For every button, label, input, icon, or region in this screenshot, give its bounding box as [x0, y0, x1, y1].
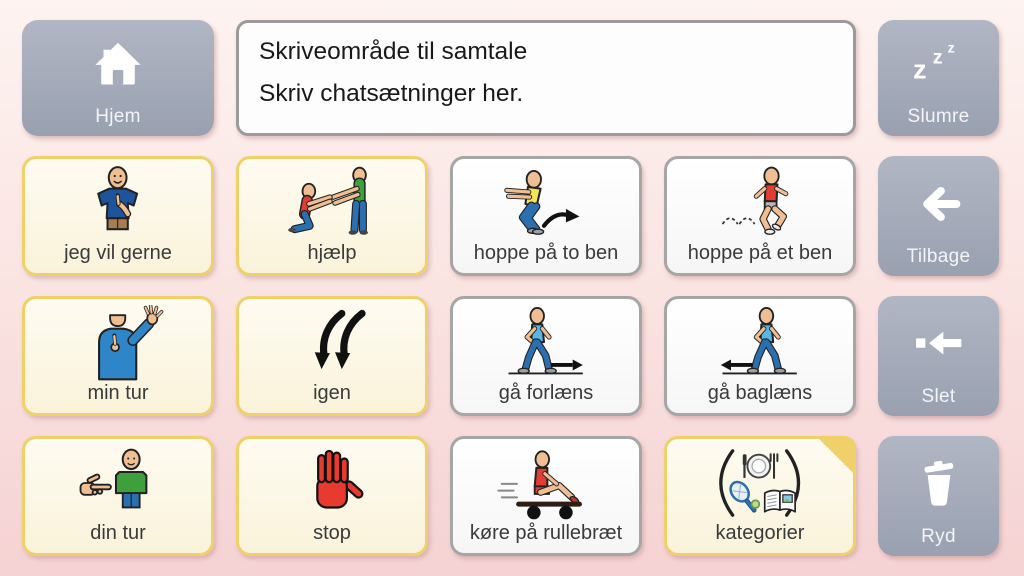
home-icon — [89, 26, 147, 106]
card-kategorier[interactable] — [664, 436, 856, 556]
delete-button[interactable] — [878, 296, 999, 416]
writing-area[interactable] — [236, 20, 856, 136]
card-stop[interactable] — [236, 436, 428, 556]
card-label: jeg vil gerne — [64, 242, 172, 264]
card-label: gå baglæns — [707, 382, 813, 404]
writing-area-line2: Skriv chatsætninger her. — [259, 80, 524, 107]
card-hoppe-paa-et-ben[interactable] — [664, 156, 856, 276]
card-din-tur[interactable] — [22, 436, 214, 556]
card-gaa-baglaens[interactable] — [664, 296, 856, 416]
card-label: stop — [313, 522, 351, 544]
back-button[interactable] — [878, 156, 999, 276]
person-helping-person-icon — [239, 159, 425, 242]
card-label: igen — [313, 382, 351, 404]
communication-board — [22, 20, 999, 556]
card-jeg-vil-gerne[interactable] — [22, 156, 214, 276]
card-label: din tur — [90, 522, 146, 544]
card-gaa-forlaens[interactable] — [450, 296, 642, 416]
card-hoppe-paa-to-ben[interactable] — [450, 156, 642, 276]
svg-text:z: z — [947, 40, 955, 57]
trash-icon — [909, 442, 969, 526]
jump-on-two-legs-icon — [453, 159, 639, 242]
delete-button-label: Slet — [921, 386, 956, 407]
card-min-tur[interactable] — [22, 296, 214, 416]
card-label: kategorier — [715, 522, 805, 544]
snooze-button-label: Slumre — [907, 106, 970, 127]
card-igen[interactable] — [236, 296, 428, 416]
stop-hand-icon — [239, 439, 425, 522]
arrow-left-icon — [908, 162, 970, 246]
hand-on-chest-my-turn-icon — [25, 299, 211, 382]
card-label: køre på rullebræt — [469, 522, 623, 544]
walk-backward-icon — [667, 299, 853, 382]
card-hjaelp[interactable] — [236, 156, 428, 276]
ride-scooter-board-icon — [453, 439, 639, 522]
home-button-label: Hjem — [95, 106, 141, 127]
writing-area-line1: Skriveområde til samtale — [259, 38, 528, 65]
hop-on-one-leg-icon — [667, 159, 853, 242]
pointing-at-person-your-turn-icon — [25, 439, 211, 522]
home-button[interactable] — [22, 20, 214, 136]
sleep-zzz-icon — [907, 26, 971, 106]
svg-text:z: z — [912, 53, 927, 85]
repeat-arrows-icon — [239, 299, 425, 382]
card-label: hoppe på et ben — [687, 242, 833, 264]
person-pointing-self-icon — [25, 159, 211, 242]
clear-button[interactable] — [878, 436, 999, 556]
snooze-button[interactable] — [878, 20, 999, 136]
svg-text:z: z — [932, 46, 943, 69]
backspace-icon — [908, 302, 970, 386]
back-button-label: Tilbage — [906, 246, 971, 267]
clear-button-label: Ryd — [921, 526, 956, 547]
card-koere-paa-rullebraet[interactable] — [450, 436, 642, 556]
card-label: min tur — [87, 382, 149, 404]
folder-corner — [816, 436, 856, 476]
card-label: hoppe på to ben — [473, 242, 619, 264]
card-label: hjælp — [307, 242, 357, 264]
card-label: gå forlæns — [498, 382, 594, 404]
walk-forward-icon — [453, 299, 639, 382]
